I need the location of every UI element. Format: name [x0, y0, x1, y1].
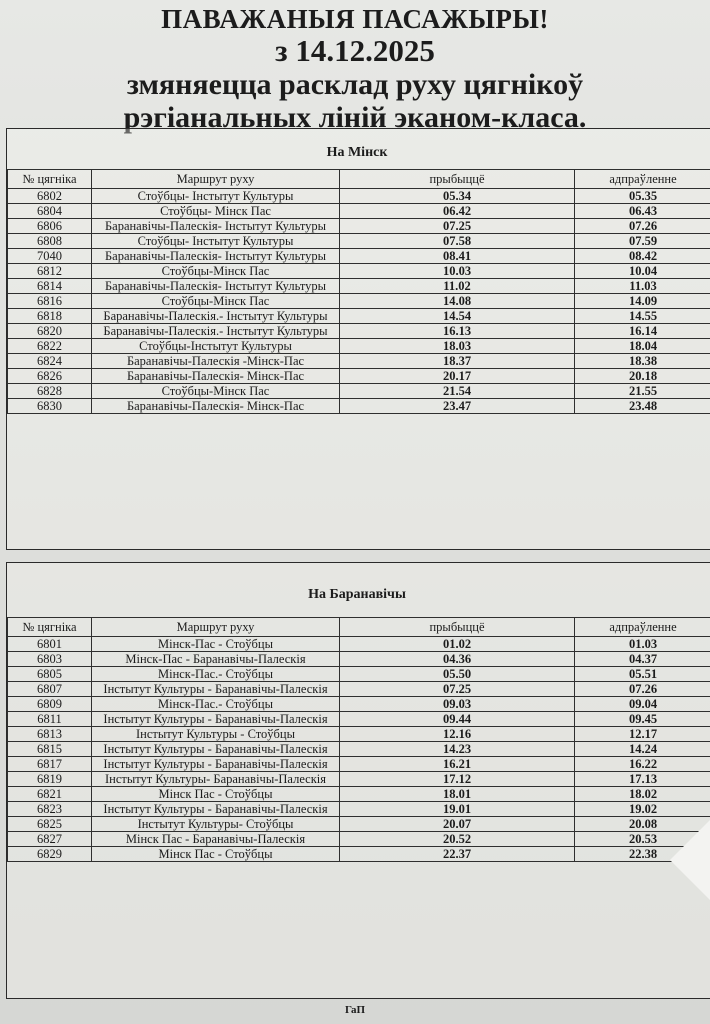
train-number: 6814 [8, 279, 92, 294]
col-route: Маршрут руху [92, 618, 340, 637]
route-cell: Мінск-Пас - Стоўбцы [92, 637, 340, 652]
to-baranavichy-table [7, 617, 710, 862]
arrival-time: 16.13 [340, 324, 575, 339]
train-number: 6826 [8, 369, 92, 384]
route-cell: Баранавічы-Палескія- Мінск-Пас [92, 399, 340, 414]
train-number: 6819 [8, 772, 92, 787]
train-number: 7040 [8, 249, 92, 264]
route-cell: Стоўбцы-Мінск Пас [92, 384, 340, 399]
arrival-time: 18.37 [340, 354, 575, 369]
departure-time: 23.48 [575, 399, 710, 414]
table-row [8, 772, 710, 787]
departure-time: 22.38 [575, 847, 710, 862]
col-train-no: № цягніка [8, 618, 92, 637]
train-number: 6823 [8, 802, 92, 817]
table-header-row [8, 618, 710, 637]
route-cell: Баранавічы-Палескія- Інстытут Культуры [92, 219, 340, 234]
arrival-time: 07.25 [340, 219, 575, 234]
arrival-time: 01.02 [340, 637, 575, 652]
departure-time: 14.09 [575, 294, 710, 309]
route-cell: Інстытут Культуры - Стоўбцы [92, 727, 340, 742]
to-baranavichy-section [6, 562, 710, 999]
table-row [8, 802, 710, 817]
col-departure: адпраўленне [575, 170, 710, 189]
notice-line-1: змяняецца расклад руху цягнікоў [126, 68, 584, 101]
train-number: 6827 [8, 832, 92, 847]
route-cell: Мінск Пас - Баранавічы-Палескія [92, 832, 340, 847]
departure-time: 09.04 [575, 697, 710, 712]
route-cell: Стоўбцы- Інстытут Культуры [92, 189, 340, 204]
departure-time: 09.45 [575, 712, 710, 727]
route-cell: Стоўбцы-Мінск Пас [92, 264, 340, 279]
col-departure: адпраўленне [575, 618, 710, 637]
arrival-time: 18.03 [340, 339, 575, 354]
departure-time: 19.02 [575, 802, 710, 817]
table-row [8, 847, 710, 862]
departure-time: 17.13 [575, 772, 710, 787]
route-cell: Баранавічы-Палескія.- Інстытут Культуры [92, 324, 340, 339]
to-baranavichy-rows [8, 637, 710, 862]
arrival-time: 12.16 [340, 727, 575, 742]
table-row [8, 399, 710, 414]
route-cell: Інстытут Культуры - Баранавічы-Палескія [92, 682, 340, 697]
table-row [8, 369, 710, 384]
arrival-time: 20.07 [340, 817, 575, 832]
train-number: 6805 [8, 667, 92, 682]
col-train-no: № цягніка [8, 170, 92, 189]
train-number: 6811 [8, 712, 92, 727]
arrival-time: 10.03 [340, 264, 575, 279]
departure-time: 21.55 [575, 384, 710, 399]
departure-time: 18.38 [575, 354, 710, 369]
table-row [8, 757, 710, 772]
arrival-time: 04.36 [340, 652, 575, 667]
table-row [8, 204, 710, 219]
footer-mark: ГаП [344, 1004, 366, 1016]
departure-time: 07.26 [575, 219, 710, 234]
table-row [8, 697, 710, 712]
route-cell: Інстытут Культуры - Баранавічы-Палескія [92, 757, 340, 772]
train-number: 6813 [8, 727, 92, 742]
table-row [8, 339, 710, 354]
table-row [8, 832, 710, 847]
train-number: 6822 [8, 339, 92, 354]
arrival-time: 20.52 [340, 832, 575, 847]
train-number: 6803 [8, 652, 92, 667]
departure-time: 10.04 [575, 264, 710, 279]
route-cell: Баранавічы-Палескія- Мінск-Пас [92, 369, 340, 384]
arrival-time: 09.44 [340, 712, 575, 727]
train-number: 6824 [8, 354, 92, 369]
table-row [8, 279, 710, 294]
table-row [8, 667, 710, 682]
train-number: 6821 [8, 787, 92, 802]
train-number: 6817 [8, 757, 92, 772]
table-row [8, 637, 710, 652]
departure-time: 05.35 [575, 189, 710, 204]
effective-date: з 14.12.2025 [275, 33, 435, 68]
departure-time: 18.02 [575, 787, 710, 802]
departure-time: 04.37 [575, 652, 710, 667]
departure-time: 12.17 [575, 727, 710, 742]
route-cell: Інстытут Культуры - Баранавічы-Палескія [92, 802, 340, 817]
train-number: 6820 [8, 324, 92, 339]
route-cell: Мінск Пас - Стоўбцы [92, 787, 340, 802]
departure-time: 07.26 [575, 682, 710, 697]
train-number: 6806 [8, 219, 92, 234]
arrival-time: 17.12 [340, 772, 575, 787]
table-row [8, 309, 710, 324]
arrival-time: 20.17 [340, 369, 575, 384]
to-minsk-title: На Мінск [326, 145, 388, 160]
route-cell: Інстытут Культуры- Стоўбцы [92, 817, 340, 832]
route-cell: Стоўбцы-Мінск Пас [92, 294, 340, 309]
arrival-time: 19.01 [340, 802, 575, 817]
train-number: 6809 [8, 697, 92, 712]
train-number: 6818 [8, 309, 92, 324]
table-row [8, 787, 710, 802]
arrival-time: 14.23 [340, 742, 575, 757]
to-minsk-section [6, 128, 710, 550]
route-cell: Баранавічы-Палескія- Інстытут Культуры [92, 249, 340, 264]
arrival-time: 06.42 [340, 204, 575, 219]
route-cell: Баранавічы-Палескія -Мінск-Пас [92, 354, 340, 369]
col-arrival: прыбыццё [340, 170, 575, 189]
to-minsk-rows [8, 189, 710, 414]
table-row [8, 219, 710, 234]
departure-time: 20.53 [575, 832, 710, 847]
table-row [8, 682, 710, 697]
departure-time: 20.08 [575, 817, 710, 832]
route-cell: Стоўбцы-Інстытут Культуры [92, 339, 340, 354]
arrival-time: 21.54 [340, 384, 575, 399]
departure-time: 16.14 [575, 324, 710, 339]
route-cell: Мінск-Пас.- Стоўбцы [92, 697, 340, 712]
departure-time: 14.55 [575, 309, 710, 324]
notice-line-2: рэгіанальных ліній эканом-класа. [123, 101, 587, 134]
departure-time: 16.22 [575, 757, 710, 772]
route-cell: Мінск Пас - Стоўбцы [92, 847, 340, 862]
train-number: 6828 [8, 384, 92, 399]
route-cell: Мінск-Пас - Баранавічы-Палескія [92, 652, 340, 667]
arrival-time: 07.25 [340, 682, 575, 697]
table-row [8, 354, 710, 369]
arrival-time: 14.54 [340, 309, 575, 324]
route-cell: Інстытут Культуры- Баранавічы-Палескія [92, 772, 340, 787]
col-route: Маршрут руху [92, 170, 340, 189]
arrival-time: 16.21 [340, 757, 575, 772]
route-cell: Стоўбцы- Інстытут Культуры [92, 234, 340, 249]
departure-time: 01.03 [575, 637, 710, 652]
route-cell: Стоўбцы- Мінск Пас [92, 204, 340, 219]
table-row [8, 384, 710, 399]
arrival-time: 07.58 [340, 234, 575, 249]
table-row [8, 817, 710, 832]
table-row [8, 727, 710, 742]
departure-time: 11.03 [575, 279, 710, 294]
route-cell: Баранавічы-Палескія- Інстытут Культуры [92, 279, 340, 294]
table-row [8, 189, 710, 204]
route-cell: Інстытут Культуры - Баранавічы-Палескія [92, 712, 340, 727]
notice-header [0, 0, 710, 134]
departure-time: 05.51 [575, 667, 710, 682]
train-number: 6825 [8, 817, 92, 832]
train-number: 6801 [8, 637, 92, 652]
train-number: 6804 [8, 204, 92, 219]
arrival-time: 23.47 [340, 399, 575, 414]
train-number: 6802 [8, 189, 92, 204]
train-number: 6812 [8, 264, 92, 279]
arrival-time: 05.34 [340, 189, 575, 204]
to-minsk-table [7, 169, 710, 414]
departure-time: 20.18 [575, 369, 710, 384]
table-row [8, 742, 710, 757]
route-cell: Баранавічы-Палескія.- Інстытут Культуры [92, 309, 340, 324]
table-row [8, 652, 710, 667]
table-row [8, 294, 710, 309]
route-cell: Інстытут Культуры - Баранавічы-Палескія [92, 742, 340, 757]
departure-time: 06.43 [575, 204, 710, 219]
departure-time: 14.24 [575, 742, 710, 757]
train-number: 6830 [8, 399, 92, 414]
departure-time: 18.04 [575, 339, 710, 354]
arrival-time: 08.41 [340, 249, 575, 264]
train-number: 6816 [8, 294, 92, 309]
arrival-time: 05.50 [340, 667, 575, 682]
route-cell: Мінск-Пас.- Стоўбцы [92, 667, 340, 682]
table-row [8, 712, 710, 727]
torn-paper-corner [670, 820, 710, 900]
to-baranavichy-title: На Баранавічы [308, 587, 406, 602]
table-row [8, 324, 710, 339]
arrival-time: 22.37 [340, 847, 575, 862]
arrival-time: 18.01 [340, 787, 575, 802]
arrival-time: 14.08 [340, 294, 575, 309]
table-row [8, 264, 710, 279]
train-number: 6807 [8, 682, 92, 697]
departure-time: 08.42 [575, 249, 710, 264]
table-row [8, 234, 710, 249]
col-arrival: прыбыццё [340, 618, 575, 637]
train-number: 6808 [8, 234, 92, 249]
arrival-time: 11.02 [340, 279, 575, 294]
departure-time: 07.59 [575, 234, 710, 249]
arrival-time: 09.03 [340, 697, 575, 712]
train-number: 6829 [8, 847, 92, 862]
table-row [8, 249, 710, 264]
train-number: 6815 [8, 742, 92, 757]
greeting-heading: ПАВАЖАНЫЯ ПАСАЖЫРЫ! [161, 4, 549, 34]
table-header-row [8, 170, 710, 189]
